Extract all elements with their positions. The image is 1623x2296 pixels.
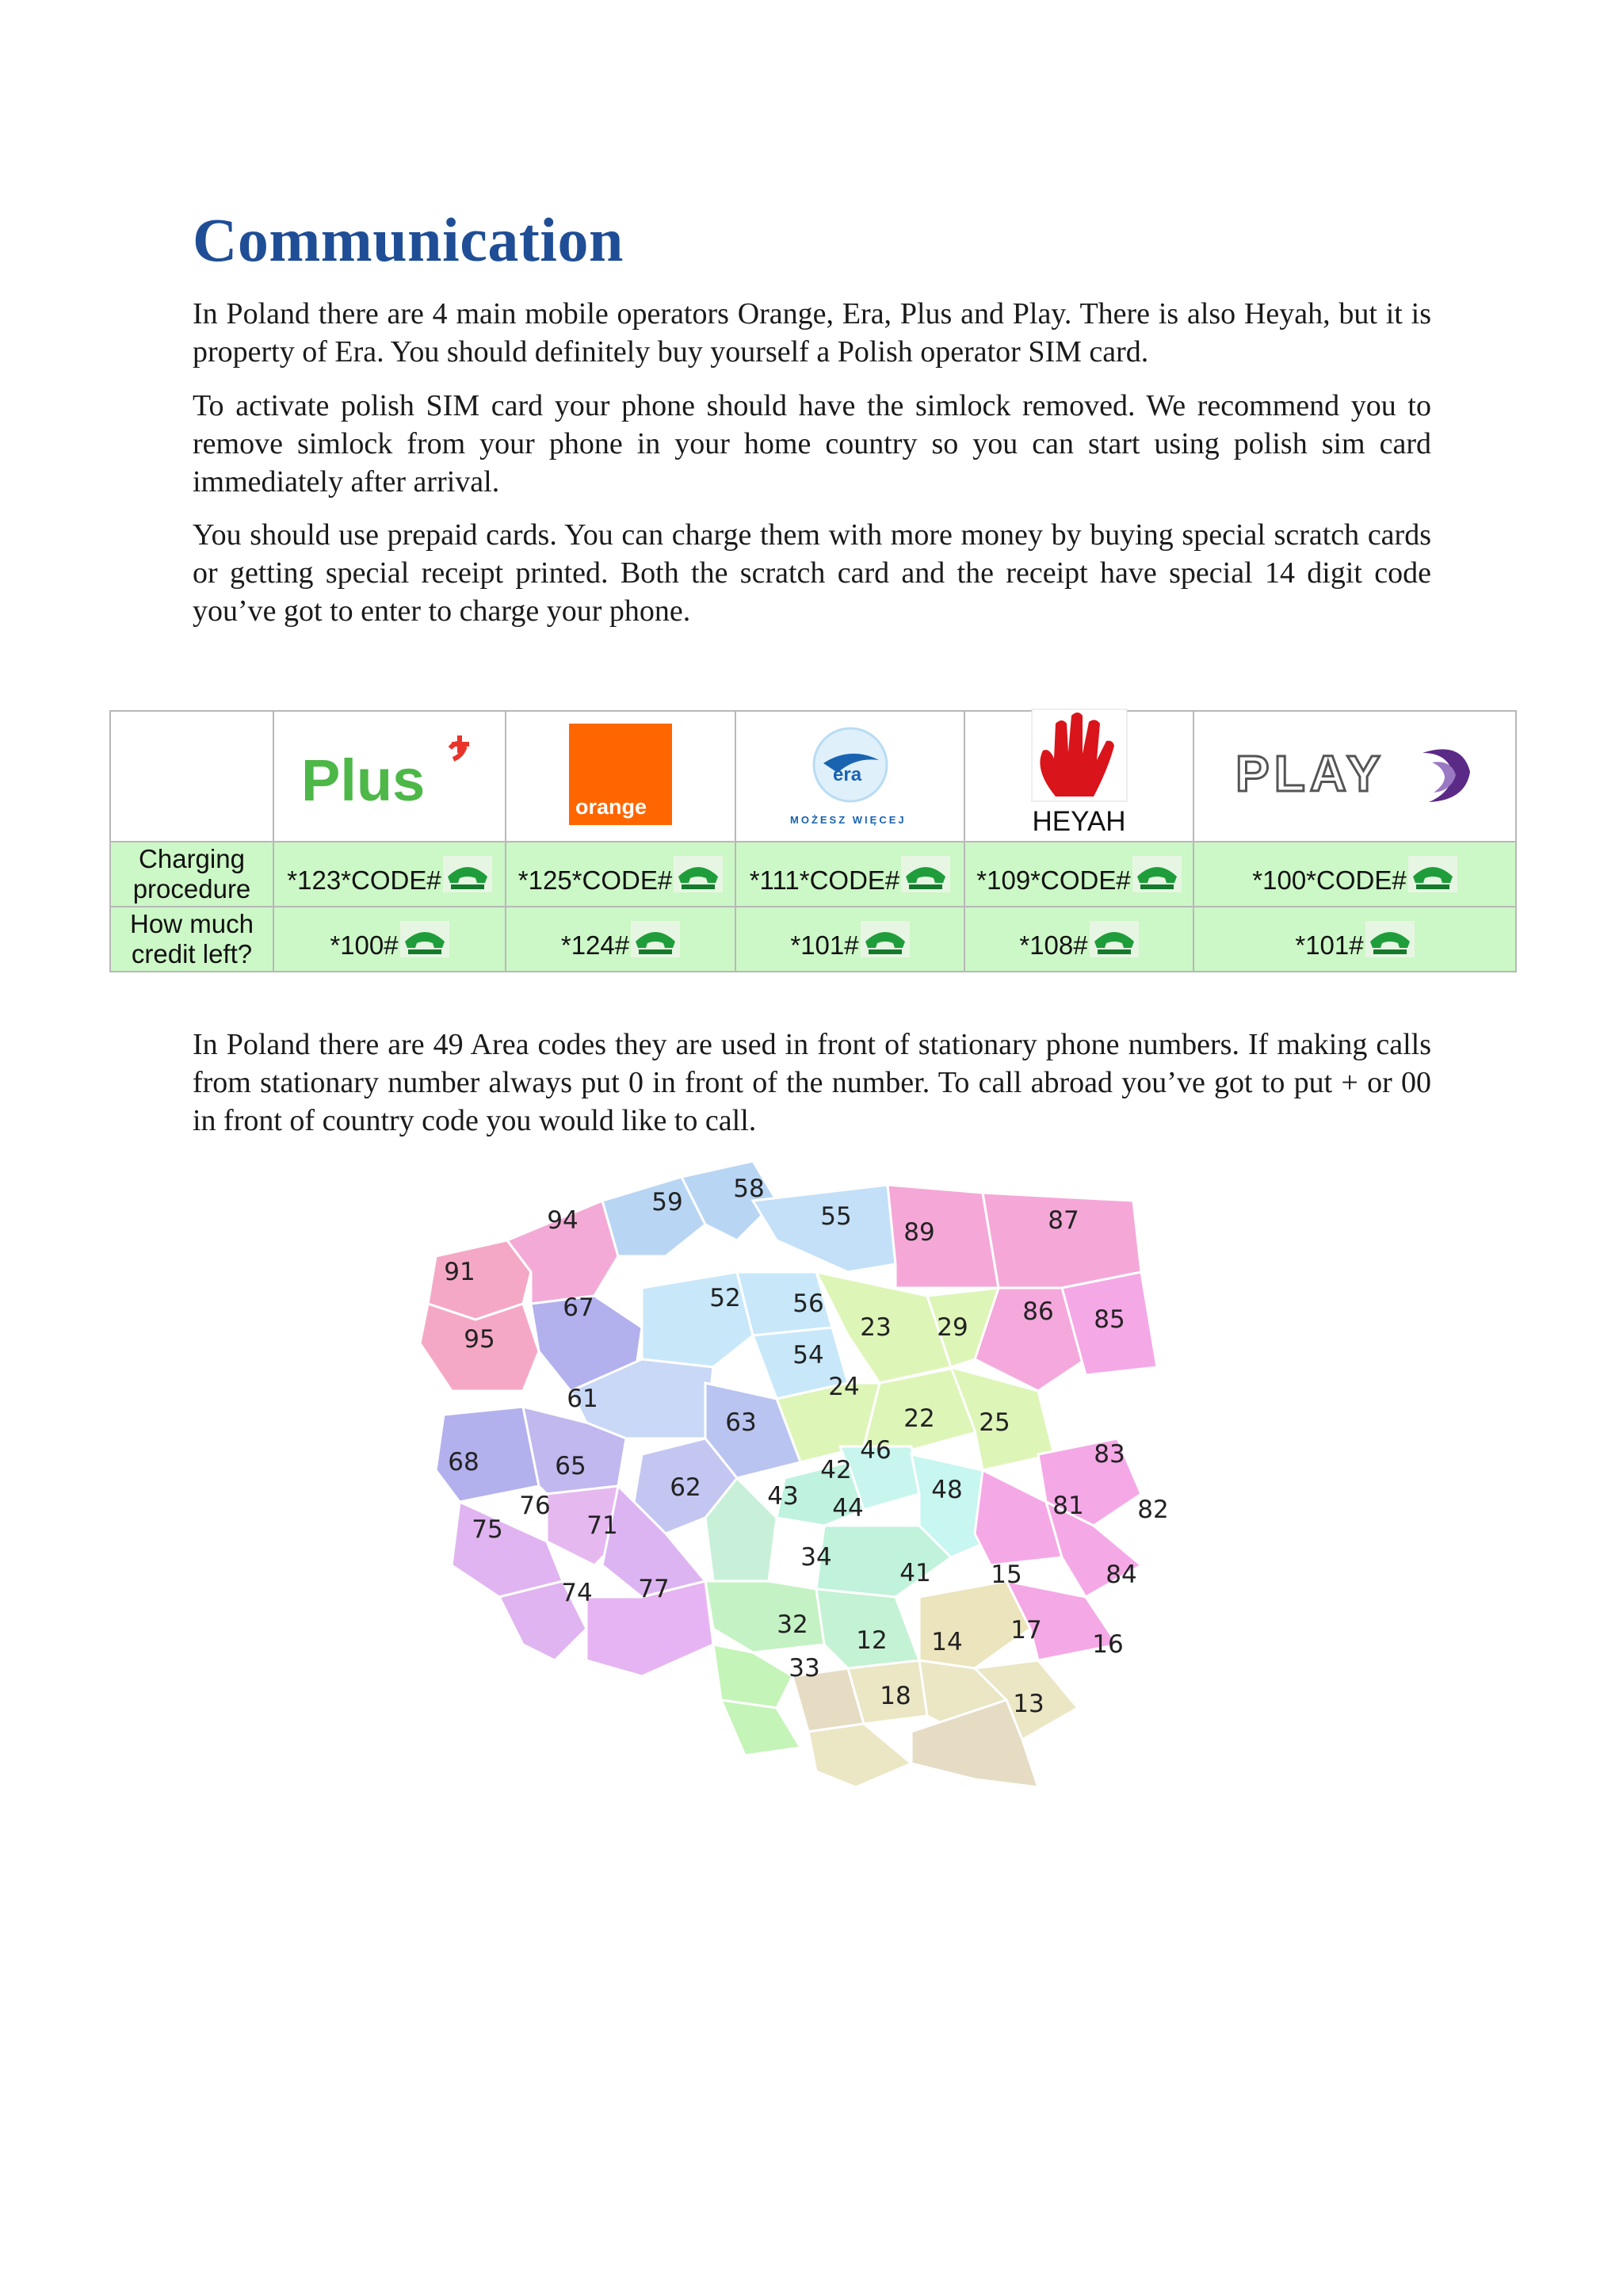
green-phone-icon bbox=[400, 921, 449, 957]
area-code-label: 18 bbox=[880, 1682, 911, 1710]
area-code-label: 22 bbox=[903, 1404, 935, 1433]
charging-code-era: *111*CODE# bbox=[735, 842, 964, 907]
paragraph-simlock: To activate polish SIM card your phone should have the simlock removed. We recommend you to remove simlock from your phone in your home country so you can start using polish sim card immediately after arrival. bbox=[193, 389, 1431, 499]
heyah-label: HEYAH bbox=[1032, 806, 1126, 837]
green-phone-icon bbox=[674, 856, 723, 892]
area-code-label: 54 bbox=[792, 1341, 824, 1370]
green-phone-icon bbox=[1132, 856, 1182, 892]
area-code-label: 24 bbox=[828, 1373, 860, 1401]
green-phone-icon bbox=[443, 856, 492, 892]
area-code-label: 76 bbox=[519, 1492, 551, 1520]
area-code-label: 44 bbox=[832, 1494, 864, 1522]
area-code-label: 87 bbox=[1048, 1206, 1079, 1235]
poland-area-code-map bbox=[404, 1153, 1220, 1890]
logo-row bbox=[110, 711, 1516, 842]
area-code-label: 17 bbox=[1010, 1616, 1042, 1645]
area-code-label: 59 bbox=[651, 1188, 683, 1217]
green-phone-icon bbox=[631, 921, 680, 957]
area-code-label: 91 bbox=[444, 1258, 475, 1286]
credit-row bbox=[110, 907, 1516, 972]
heyah-logo-cell bbox=[964, 711, 1193, 842]
area-code-label: 58 bbox=[733, 1175, 765, 1203]
credit-code-play: *101# bbox=[1193, 907, 1516, 972]
empty-corner-cell bbox=[110, 711, 273, 842]
green-phone-icon bbox=[901, 856, 950, 892]
orange-logo-text: orange bbox=[575, 795, 647, 819]
area-code-label: 61 bbox=[567, 1385, 598, 1413]
credit-code-plus: *100# bbox=[273, 907, 506, 972]
green-phone-icon bbox=[1408, 856, 1457, 892]
area-code-label: 32 bbox=[777, 1610, 808, 1639]
area-code-label: 52 bbox=[709, 1284, 741, 1312]
area-code-label: 82 bbox=[1137, 1496, 1169, 1524]
plus-cross-icon bbox=[452, 735, 469, 753]
area-code-label: 14 bbox=[931, 1628, 963, 1656]
era-logo-cell bbox=[735, 711, 964, 842]
era-logo-text: era bbox=[832, 764, 861, 785]
area-code-label: 12 bbox=[856, 1626, 888, 1655]
charging-code-plus: *123*CODE# bbox=[273, 842, 506, 907]
plus-logo-cell bbox=[273, 711, 506, 842]
orange-logo-cell bbox=[506, 711, 735, 842]
area-code-label: 63 bbox=[725, 1408, 757, 1437]
charging-code-heyah: *109*CODE# bbox=[964, 842, 1193, 907]
area-code-label: 77 bbox=[638, 1575, 670, 1603]
area-code-label: 25 bbox=[979, 1408, 1010, 1437]
area-code-label: 94 bbox=[547, 1206, 579, 1235]
area-code-label: 95 bbox=[464, 1325, 495, 1354]
area-code-map-svg bbox=[404, 1153, 1220, 1890]
green-phone-icon bbox=[861, 921, 910, 957]
area-code-label: 13 bbox=[1013, 1690, 1044, 1718]
area-code-label: 34 bbox=[800, 1543, 832, 1572]
area-code-label: 85 bbox=[1094, 1305, 1125, 1334]
area-code-label: 48 bbox=[931, 1476, 963, 1504]
area-code-label: 16 bbox=[1092, 1630, 1124, 1659]
area-code-label: 67 bbox=[563, 1293, 594, 1322]
credit-code-heyah: *108# bbox=[964, 907, 1193, 972]
area-code-label: 65 bbox=[555, 1452, 586, 1480]
area-code-label: 84 bbox=[1106, 1561, 1137, 1589]
area-code-label: 62 bbox=[670, 1473, 701, 1502]
paragraph-area-codes: In Poland there are 49 Area codes they are used in front of stationary phone numbers. If making calls from stationary number always put 0 in front of the number. To call abroad you’ve got to put + or 00 in front of country code you would like to call. bbox=[193, 1028, 1431, 1137]
charging-code-play: *100*CODE# bbox=[1193, 842, 1516, 907]
credit-code-era: *101# bbox=[735, 907, 964, 972]
area-code-label: 74 bbox=[561, 1579, 593, 1607]
paragraph-operators: In Poland there are 4 main mobile operators Orange, Era, Plus and Play. There is also Heyah, but it is property of Era. You should definitely buy yourself a Polish operator SIM card. bbox=[193, 297, 1431, 369]
map-regions bbox=[420, 1161, 1157, 1787]
era-tagline: MOŻESZ WIĘCEJ bbox=[789, 814, 907, 826]
area-code-label: 43 bbox=[767, 1482, 799, 1511]
play-logo-cell bbox=[1193, 711, 1516, 842]
green-phone-icon bbox=[1365, 921, 1415, 957]
era-logo bbox=[771, 719, 930, 830]
area-code-label: 75 bbox=[472, 1515, 503, 1544]
area-code-label: 81 bbox=[1052, 1492, 1084, 1520]
charging-label: Charging procedure bbox=[110, 842, 273, 907]
plus-logo bbox=[295, 731, 485, 818]
area-code-label: 15 bbox=[991, 1561, 1022, 1589]
area-code-label: 42 bbox=[820, 1456, 852, 1484]
area-code-label: 56 bbox=[792, 1289, 824, 1318]
area-code-label: 46 bbox=[860, 1436, 892, 1465]
charging-row bbox=[110, 842, 1516, 907]
heyah-hand-logo bbox=[1030, 708, 1128, 803]
area-code-label: 83 bbox=[1094, 1440, 1125, 1469]
area-code-label: 71 bbox=[586, 1511, 618, 1540]
plus-logo-text: Plus bbox=[300, 747, 425, 813]
area-code-label: 55 bbox=[820, 1202, 852, 1231]
area-code-label: 33 bbox=[789, 1654, 820, 1683]
credit-code-orange: *124# bbox=[506, 907, 735, 972]
operators-table bbox=[109, 710, 1517, 972]
area-code-label: 89 bbox=[903, 1218, 935, 1247]
play-logo-text: PLAY bbox=[1235, 745, 1385, 802]
play-logo bbox=[1232, 739, 1478, 810]
orange-logo bbox=[569, 724, 672, 825]
area-code-label: 23 bbox=[860, 1313, 892, 1342]
page-title: Communication bbox=[193, 205, 624, 274]
area-code-label: 41 bbox=[899, 1559, 931, 1587]
green-phone-icon bbox=[1090, 921, 1139, 957]
area-code-label: 68 bbox=[448, 1448, 479, 1477]
paragraph-prepaid: You should use prepaid cards. You can charge them with more money by buying special scratch cards or getting special receipt printed. Both the scratch card and the receipt have special 14 digit code you’ve got to enter to charge your phone. bbox=[193, 518, 1431, 628]
area-code-label: 86 bbox=[1022, 1297, 1054, 1326]
charging-code-orange: *125*CODE# bbox=[506, 842, 735, 907]
credit-label: How much credit left? bbox=[110, 907, 273, 972]
area-code-label: 29 bbox=[937, 1313, 968, 1342]
